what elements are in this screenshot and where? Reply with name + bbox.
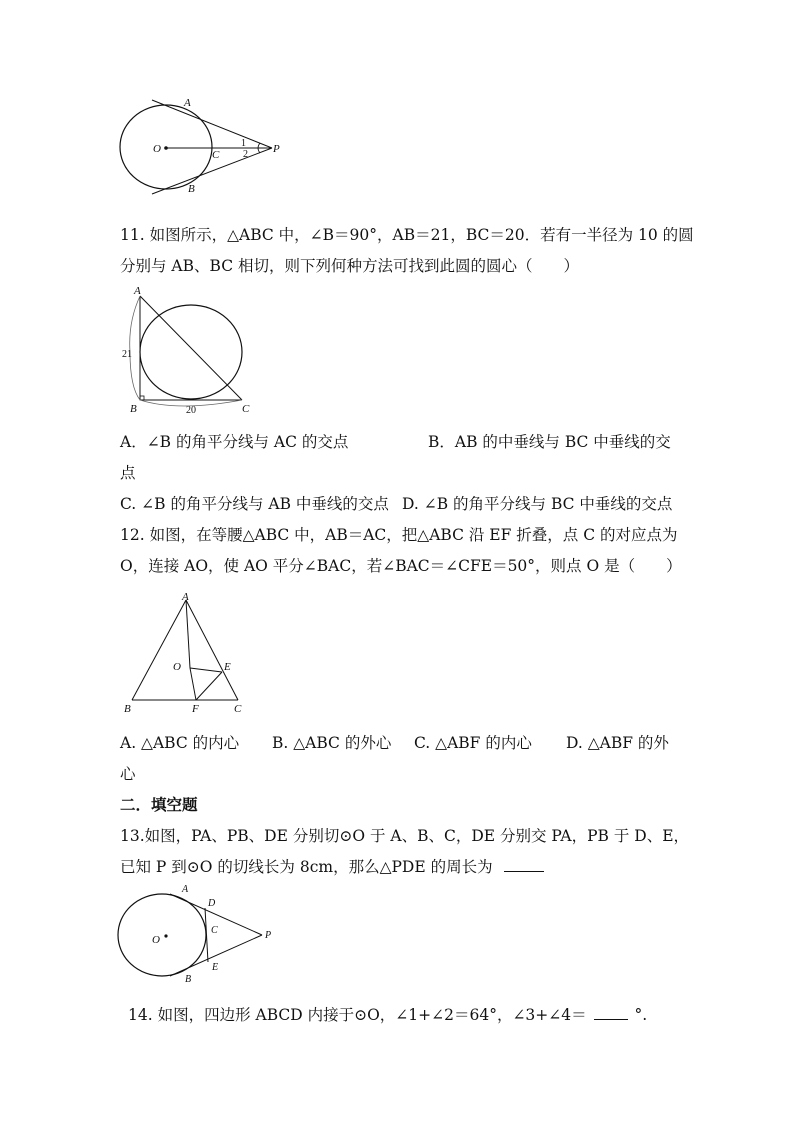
label-b: B xyxy=(130,403,137,415)
label-c: C xyxy=(212,149,220,161)
q11-option-b: B．AB 的中垂线与 BC 中垂线的交 xyxy=(428,433,671,451)
label-a: A xyxy=(182,591,189,603)
q14-text-after: °. xyxy=(634,1006,648,1024)
label-e: E xyxy=(224,661,231,673)
q14-line xyxy=(128,1005,647,1025)
segment-ef xyxy=(196,672,222,700)
right-angle-mark xyxy=(140,396,144,400)
center-dot xyxy=(164,146,168,150)
side-ac xyxy=(186,600,238,700)
label-a: A xyxy=(184,97,191,109)
q12-option-b: B. △ABC 的外心 xyxy=(272,734,392,752)
label-c: C xyxy=(234,703,242,715)
q12-line2: O，连接 AO，使 AO 平分∠BAC，若∠BAC＝∠CFE＝50°，则点 O 是（ ） xyxy=(120,557,682,575)
q13-line2 xyxy=(120,857,544,877)
inscribed-circle xyxy=(140,305,242,399)
label-b: B xyxy=(188,183,195,195)
q11-line1: 11. 如图所示，△ABC 中，∠B＝90°，AB＝21，BC＝20．若有一半径为 10 的圆 xyxy=(120,226,694,244)
q14-text-before: 14. 如图，四边形 ABCD 内接于⊙O，∠1+∠2＝64°，∠3+∠4＝ xyxy=(128,1006,587,1024)
figure-q13 xyxy=(110,880,285,986)
label-b: B xyxy=(124,703,131,715)
label-a: A xyxy=(134,285,141,297)
label-21: 21 xyxy=(122,349,132,360)
label-a: A xyxy=(182,884,189,895)
q13-line2-text: 已知 P 到⊙O 的切线长为 8cm，那么△PDE 的周长为 xyxy=(120,858,493,876)
label-1: 1 xyxy=(241,138,246,149)
q11-option-d: D. ∠B 的角平分线与 BC 中垂线的交点 xyxy=(402,495,673,513)
label-o: O xyxy=(152,934,160,946)
answer-blank-q13[interactable] xyxy=(504,871,544,872)
section-title: 二．填空题 xyxy=(120,796,198,814)
figure-q12 xyxy=(118,588,258,718)
circle-o xyxy=(118,894,206,976)
side-ab xyxy=(132,600,186,700)
label-f: F xyxy=(192,703,199,715)
label-d: D xyxy=(208,898,216,909)
label-c: C xyxy=(211,925,218,936)
label-2: 2 xyxy=(243,149,248,160)
q12-option-c: C. △ABF 的内心 xyxy=(414,734,532,752)
segment-of xyxy=(190,668,196,700)
label-e: E xyxy=(212,962,219,973)
q11-option-b-cont: 点 xyxy=(120,464,136,482)
q12-line1: 12. 如图，在等腰△ABC 中，AB＝AC，把△ABC 沿 EF 折叠，点 C 的对应点为 xyxy=(120,526,678,544)
brace-ab xyxy=(130,296,140,400)
label-c: C xyxy=(242,403,250,415)
q11-option-a: A．∠B 的角平分线与 AC 的交点 xyxy=(120,433,349,451)
q12-option-d-cont: 心 xyxy=(120,765,136,783)
label-b: B xyxy=(185,974,192,985)
q11-option-c: C. ∠B 的角平分线与 AB 中垂线的交点 xyxy=(120,495,389,513)
side-ac xyxy=(140,296,242,400)
segment-ao xyxy=(186,600,190,668)
figure-q10 xyxy=(110,90,300,200)
q13-line1: 13.如图，PA、PB、DE 分别切⊙O 于 A、B、C，DE 分别交 PA，PB 于 D、E， xyxy=(120,827,690,845)
q12-option-d: D. △ABF 的外 xyxy=(566,734,669,752)
label-p: P xyxy=(273,143,280,155)
answer-blank-q14[interactable] xyxy=(594,1019,628,1020)
center-dot xyxy=(164,934,167,937)
label-o: O xyxy=(173,661,181,673)
label-o: O xyxy=(153,143,161,155)
q12-option-a: A. △ABC 的内心 xyxy=(120,734,240,752)
segment-oe xyxy=(190,668,222,672)
label-p: P xyxy=(265,930,272,941)
q11-line2: 分别与 AB、BC 相切，则下列何种方法可找到此圆的圆心（ ） xyxy=(120,257,579,275)
figure-q11 xyxy=(118,282,258,418)
label-20: 20 xyxy=(186,405,196,416)
